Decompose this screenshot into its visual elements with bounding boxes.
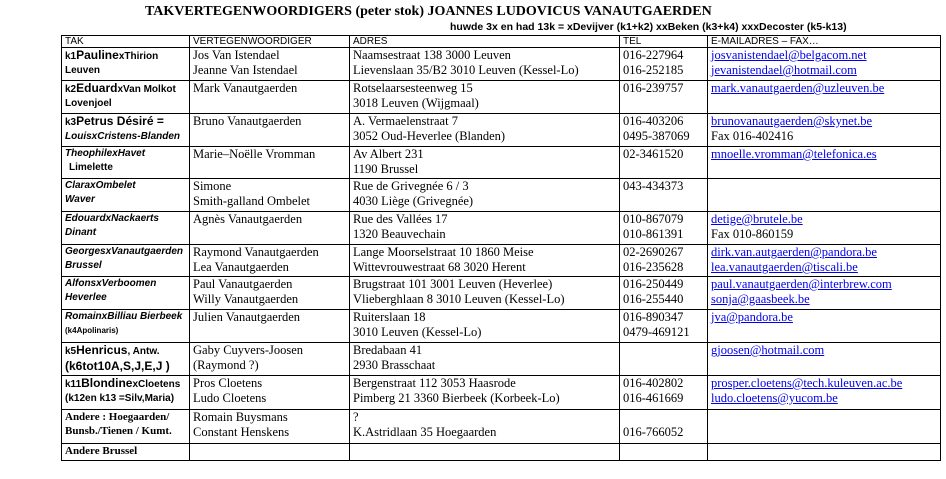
addr-cell	[350, 245, 620, 277]
tak-place: Lovenjoel	[65, 98, 112, 109]
rep-name: Simone	[193, 179, 232, 193]
rep-name: Bruno Vanautgaerden	[193, 114, 302, 128]
phone-number: 016-239757	[623, 81, 684, 95]
tel-cell	[620, 212, 708, 245]
phone-number: 016-890347	[623, 310, 684, 324]
tak-place: Bunsb./Tienen / Kumt.	[65, 425, 172, 437]
address-line: Rue de Grivegnée 6 / 3	[353, 179, 469, 193]
address-line: 4030 Liège (Grivegnée)	[353, 194, 474, 208]
rep-name: Jeanne Van Istendael	[193, 63, 298, 77]
tak-place: Brussel	[65, 260, 102, 271]
tak-cell	[62, 81, 190, 114]
rep-cell	[190, 147, 350, 179]
email-link[interactable]: paul.vanautgaerden@interbrew.com	[711, 277, 892, 291]
email-cell	[708, 81, 941, 114]
address-line: Av Albert 231	[353, 147, 424, 161]
phone-number: 016-227964	[623, 48, 684, 62]
tel-cell	[620, 410, 708, 444]
tel-cell	[620, 310, 708, 343]
email-cell	[708, 277, 941, 310]
phone-number: 02-2690267	[623, 245, 684, 259]
tak-name: Pauline	[76, 48, 119, 62]
phone-number: 016-461669	[623, 391, 684, 405]
rep-cell	[190, 343, 350, 376]
address-line: Lievenslaan 35/B2 3010 Leuven (Kessel-Lo)	[353, 63, 579, 77]
email-cell	[708, 444, 941, 461]
addr-cell	[350, 179, 620, 212]
tel-cell	[620, 277, 708, 310]
tak-code: k5	[65, 346, 77, 357]
tak-cell	[62, 212, 190, 245]
email-link[interactable]: detige@brutele.be	[711, 212, 803, 226]
address-line: Ruiterslaan 18	[353, 310, 426, 324]
email-link[interactable]: dirk.van.autgaerden@pandora.be	[711, 245, 877, 259]
tak-place: Heverlee	[65, 292, 107, 303]
address-line: Wittevrouwestraat 68 3020 Herent	[353, 260, 526, 274]
rep-cell	[190, 444, 350, 461]
phone-number: 010-867079	[623, 212, 684, 226]
rep-name: Constant Henskens	[193, 425, 290, 439]
tak-code: k11	[65, 379, 82, 390]
tak-name: AlfonsxVerboomen	[65, 278, 157, 289]
tak-name: GeorgesxVanautgaerden	[65, 246, 184, 257]
rep-name: Romain Buysmans	[193, 410, 288, 424]
tel-cell	[620, 114, 708, 147]
rep-name: Agnès Vanautgaerden	[193, 212, 303, 226]
tak-cell	[62, 376, 190, 410]
addr-cell	[350, 310, 620, 343]
tak-name: RomainxBilliau Bierbeek	[65, 311, 183, 322]
email-cell	[708, 310, 941, 343]
representatives-table	[61, 35, 941, 461]
tak-spouse: xCloetens	[132, 379, 181, 390]
phone-number: 0495-387069	[623, 129, 690, 143]
address-line: Rue des Vallées 17	[353, 212, 448, 226]
tak-name: Andere Brussel	[65, 445, 138, 457]
address-line: Bergenstraat 112 3053 Haasrode	[353, 376, 516, 390]
addr-cell	[350, 410, 620, 444]
email-link[interactable]: brunovanautgaerden@skynet.be	[711, 114, 873, 128]
phone-number: 016-403206	[623, 114, 684, 128]
page-subtitle: huwde 3x en had 13k = xDevijver (k1+k2) xxBeken (k3+k4) xxxDecoster (k5-k13)	[450, 21, 847, 33]
rep-name: Smith-galland Ombelet	[193, 194, 310, 208]
address-line: 3018 Leuven (Wijgmaal)	[353, 96, 479, 110]
address-line: 3010 Leuven (Kessel-Lo)	[353, 325, 482, 339]
email-link[interactable]: ludo.cloetens@yucom.be	[711, 391, 838, 405]
tak-code: k1	[65, 51, 77, 62]
column-header-vertegenwoordiger: VERTEGENWOORDIGER	[190, 36, 350, 48]
fax-number: Fax 016-402416	[711, 129, 794, 143]
rep-cell	[190, 310, 350, 343]
address-line: K.Astridlaan 35 Hoegaarden	[353, 425, 497, 439]
address-line: 3052 Oud-Heverlee (Blanden)	[353, 129, 506, 143]
address-line: ?	[353, 410, 359, 424]
column-header-adres: ADRES	[350, 36, 620, 48]
table-row	[62, 310, 941, 343]
address-line: 1320 Beauvechain	[353, 227, 446, 241]
column-header-tak: TAK	[62, 36, 190, 48]
phone-number: 043-434373	[623, 179, 684, 193]
table-row	[62, 343, 941, 376]
rep-cell	[190, 277, 350, 310]
tel-cell	[620, 48, 708, 81]
email-link[interactable]: jva@pandora.be	[711, 310, 793, 324]
tel-cell	[620, 444, 708, 461]
rep-name: Julien Vanautgaerden	[193, 310, 301, 324]
tak-cell	[62, 179, 190, 212]
phone-number: 016-235628	[623, 260, 684, 274]
tak-name: Andere : Hoegaarden/	[65, 411, 170, 423]
tak-place: Waver	[65, 194, 95, 205]
addr-cell	[350, 343, 620, 376]
email-link[interactable]: lea.vanautgaerden@tiscali.be	[711, 260, 858, 274]
rep-name: Lea Vanautgaerden	[193, 260, 289, 274]
tak-name: Eduard	[76, 81, 118, 95]
email-link[interactable]: sonja@gaasbeek.be	[711, 292, 810, 306]
address-line: Brugstraat 101 3001 Leuven (Heverlee)	[353, 277, 553, 291]
rep-cell	[190, 81, 350, 114]
email-cell	[708, 212, 941, 245]
tak-place: Limelette	[69, 162, 113, 173]
tak-note: (k4Apolinaris)	[65, 326, 119, 335]
tak-cell	[62, 277, 190, 310]
email-link[interactable]: mark.vanautgaerden@uzleuven.be	[711, 81, 885, 95]
table-row	[62, 245, 941, 277]
phone-number: 016-255440	[623, 292, 684, 306]
email-cell	[708, 147, 941, 179]
rep-cell	[190, 376, 350, 410]
email-cell	[708, 48, 941, 81]
tel-cell	[620, 245, 708, 277]
addr-cell	[350, 147, 620, 179]
addr-cell	[350, 114, 620, 147]
email-link[interactable]: prosper.cloetens@tech.kuleuven.ac.be	[711, 376, 903, 390]
tak-name: Blondine	[81, 376, 133, 390]
tel-cell	[620, 343, 708, 376]
phone-number	[623, 410, 704, 425]
tak-name: TheophilexHavet	[65, 148, 146, 159]
address-line: 1190 Brussel	[353, 162, 419, 176]
tak-spouse: xThirion	[118, 51, 159, 62]
tel-cell	[620, 147, 708, 179]
email-link[interactable]: jevanistendael@hotmail.com	[711, 63, 857, 77]
rep-name: Raymond Vanautgaerden	[193, 245, 319, 259]
table-row	[62, 147, 941, 179]
phone-number: 016-766052	[623, 425, 684, 439]
address-line: Pimberg 21 3360 Bierbeek (Korbeek-Lo)	[353, 391, 560, 405]
rep-name: Pros Cloetens	[193, 376, 263, 390]
addr-cell	[350, 376, 620, 410]
rep-cell	[190, 410, 350, 444]
email-cell	[708, 245, 941, 277]
table-row	[62, 179, 941, 212]
tak-cell	[62, 444, 190, 461]
table-row	[62, 410, 941, 444]
email-cell	[708, 343, 941, 376]
table-row	[62, 376, 941, 410]
tel-cell	[620, 179, 708, 212]
table-row	[62, 444, 941, 461]
email-link[interactable]: gjoosen@hotmail.com	[711, 343, 825, 357]
tak-spouse: LouisxCristens-Blanden	[65, 131, 181, 142]
tak-name: Henricus	[76, 343, 128, 357]
rep-cell	[190, 212, 350, 245]
tak-name: ClaraxOmbelet	[65, 180, 136, 191]
address-line: Rotselaarsesteenweg 15	[353, 81, 473, 95]
table-header-row	[62, 36, 941, 48]
tak-cell	[62, 147, 190, 179]
tak-code: k3	[65, 117, 77, 128]
tak-name: Petrus Désiré =	[76, 114, 164, 128]
rep-name: Paul Vanautgaerden	[193, 277, 293, 291]
addr-cell	[350, 277, 620, 310]
tak-place: , Antw.	[127, 346, 160, 357]
email-cell	[708, 179, 941, 212]
rep-cell	[190, 179, 350, 212]
rep-name: Mark Vanautgaerden	[193, 81, 298, 95]
email-cell	[708, 114, 941, 147]
rep-cell	[190, 114, 350, 147]
page-title: TAKVERTEGENWOORDIGERS (peter stok) JOANNES LUDOVICUS VANAUTGAERDEN	[145, 4, 712, 19]
phone-number: 02-3461520	[623, 147, 684, 161]
tak-cell	[62, 48, 190, 81]
tak-place: Dinant	[65, 227, 97, 238]
rep-name: Willy Vanautgaerden	[193, 292, 299, 306]
address-line: Lange Moorselstraat 10 1860 Meise	[353, 245, 534, 259]
addr-cell	[350, 444, 620, 461]
tak-note: (k12en k13 =Silv,Maria)	[65, 393, 175, 404]
email-cell	[708, 376, 941, 410]
tak-cell	[62, 114, 190, 147]
address-line: Naamsestraat 138 3000 Leuven	[353, 48, 511, 62]
addr-cell	[350, 212, 620, 245]
tak-spouse: xVan Molkot	[117, 84, 176, 95]
tak-code: k2	[65, 84, 77, 95]
column-header-email: E-MAILADRES – FAX…	[708, 36, 941, 48]
rep-name: (Raymond ?)	[193, 358, 259, 372]
table-row	[62, 81, 941, 114]
email-link[interactable]: josvanistendael@belgacom.net	[711, 48, 867, 62]
rep-cell	[190, 48, 350, 81]
table-row	[62, 114, 941, 147]
addr-cell	[350, 48, 620, 81]
address-line: Vlieberghlaan 8 3010 Leuven (Kessel-Lo)	[353, 292, 565, 306]
email-cell	[708, 410, 941, 444]
tak-cell	[62, 310, 190, 343]
rep-name: Marie–Noëlle Vromman	[193, 147, 316, 161]
tak-note: (k6tot10A,S,J,E,J )	[65, 359, 170, 373]
tak-name: EdouardxNackaerts	[65, 213, 159, 224]
phone-number: 016-402802	[623, 376, 684, 390]
fax-number: Fax 010-860159	[711, 227, 794, 241]
address-line: A. Vermaelenstraat 7	[353, 114, 458, 128]
phone-number: 0479-469121	[623, 325, 690, 339]
email-link[interactable]: mnoelle.vromman@telefonica.es	[711, 147, 877, 161]
tel-cell	[620, 376, 708, 410]
tak-cell	[62, 410, 190, 444]
rep-name: Jos Van Istendael	[193, 48, 280, 62]
phone-number: 010-861391	[623, 227, 684, 241]
phone-number: 016-252185	[623, 63, 684, 77]
phone-number: 016-250449	[623, 277, 684, 291]
tel-cell	[620, 81, 708, 114]
address-line: 2930 Brasschaat	[353, 358, 436, 372]
tak-place: Leuven	[65, 65, 101, 76]
rep-name: Ludo Cloetens	[193, 391, 267, 405]
column-header-tel: TEL	[620, 36, 708, 48]
address-line: Bredabaan 41	[353, 343, 423, 357]
table-row	[62, 48, 941, 81]
addr-cell	[350, 81, 620, 114]
tak-cell	[62, 245, 190, 277]
rep-cell	[190, 245, 350, 277]
rep-name: Gaby Cuyvers-Joosen	[193, 343, 304, 357]
table-row	[62, 212, 941, 245]
table-row	[62, 277, 941, 310]
tak-cell	[62, 343, 190, 376]
